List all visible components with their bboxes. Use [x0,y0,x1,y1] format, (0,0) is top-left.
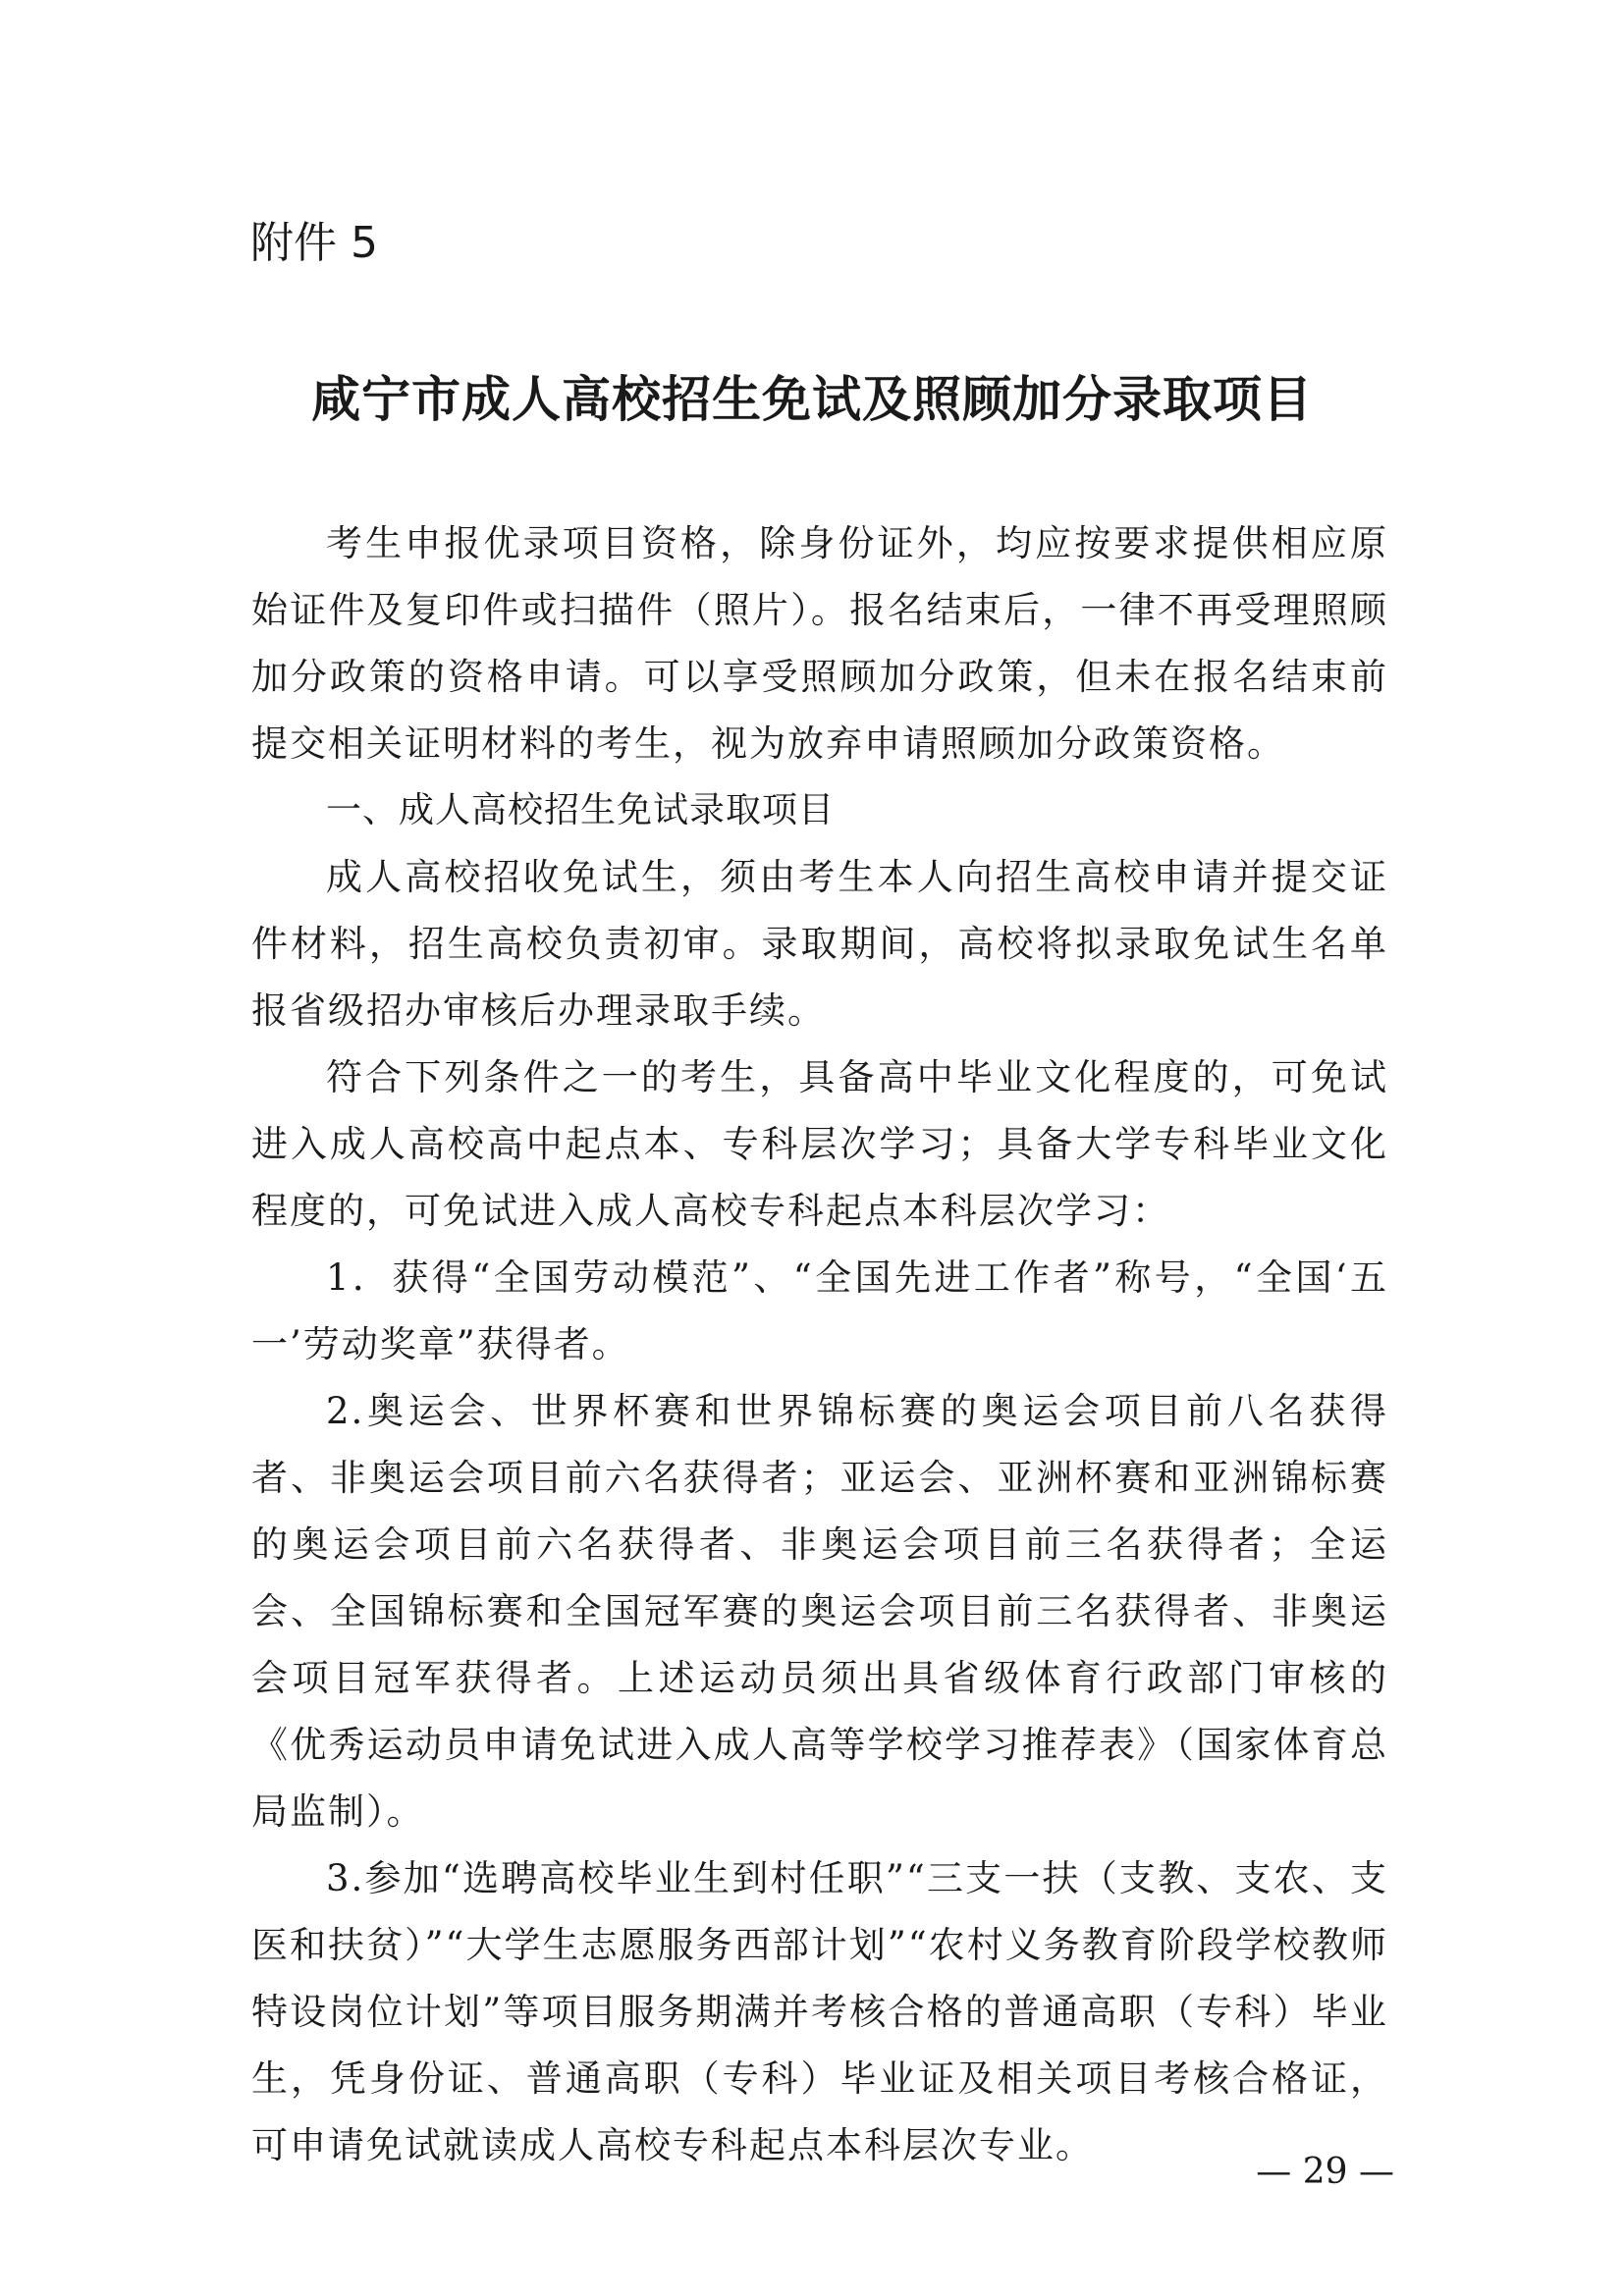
list-item-1: 1．获得“全国劳动模范”、“全国先进工作者”称号，“全国‘五一’劳动奖章”获得者。 [251,1256,1388,1365]
list-item-2: 2.奥运会、世界杯赛和世界锦标赛的奥运会项目前八名获得者、非奥运会项目前六名获得者；亚运会、亚洲杯赛和亚洲锦标赛的奥运会项目前六名获得者、非奥运会项目前三名获得者；全运会、全国锦标赛和全国冠军赛的奥运会项目前三名获得者、非奥运会项目冠军获得者。上述运动员须出具省级体育行政部门审核的《优秀运动员申请免试进入成人高等学校学习推荐表》（国家体育总局监制）。 [251,1390,1388,1833]
page-number: — 29 — [1256,2152,1394,2192]
body-paragraph: 成人高校招收免试生，须由考生本人向招生高校申请并提交证件材料，招生高校负责初审。录取期间，高校将拟录取免试生名单报省级招办审核后办理录取手续。 [251,856,1388,1032]
document-body [251,510,1388,2179]
body-paragraph: 符合下列条件之一的考生，具备高中毕业文化程度的，可免试进入成人高校高中起点本、专科层次学习；具备大学专科毕业文化程度的，可免试进入成人高校专科起点本科层次学习： [251,1056,1388,1232]
document-title: 咸宁市成人高校招生免试及照顾加分录取项目 [311,371,1313,428]
intro-paragraph: 考生申报优录项目资格，除身份证外，均应按要求提供相应原始证件及复印件或扫描件（照片）。报名结束后，一律不再受理照顾加分政策的资格申请。可以享受照顾加分政策，但未在报名结束前提交相关证明材料的考生，视为放弃申请照顾加分政策资格。 [251,522,1388,765]
attachment-label: 附件 5 [250,218,378,268]
list-item-3: 3.参加“选聘高校毕业生到村任职”“三支一扶（支教、支农、支医和扶贫）”“大学生志愿服务西部计划”“农村义务教育阶段学校教师特设岗位计划”等项目服务期满并考核合格的普通高职（专科）毕业生，凭身份证、普通高职（专科）毕业证及相关项目考核合格证，可申请免试就读成人高校专科起点本科层次专业。 [251,1857,1388,2166]
section-heading: 一、成人高校招生免试录取项目 [326,790,836,830]
